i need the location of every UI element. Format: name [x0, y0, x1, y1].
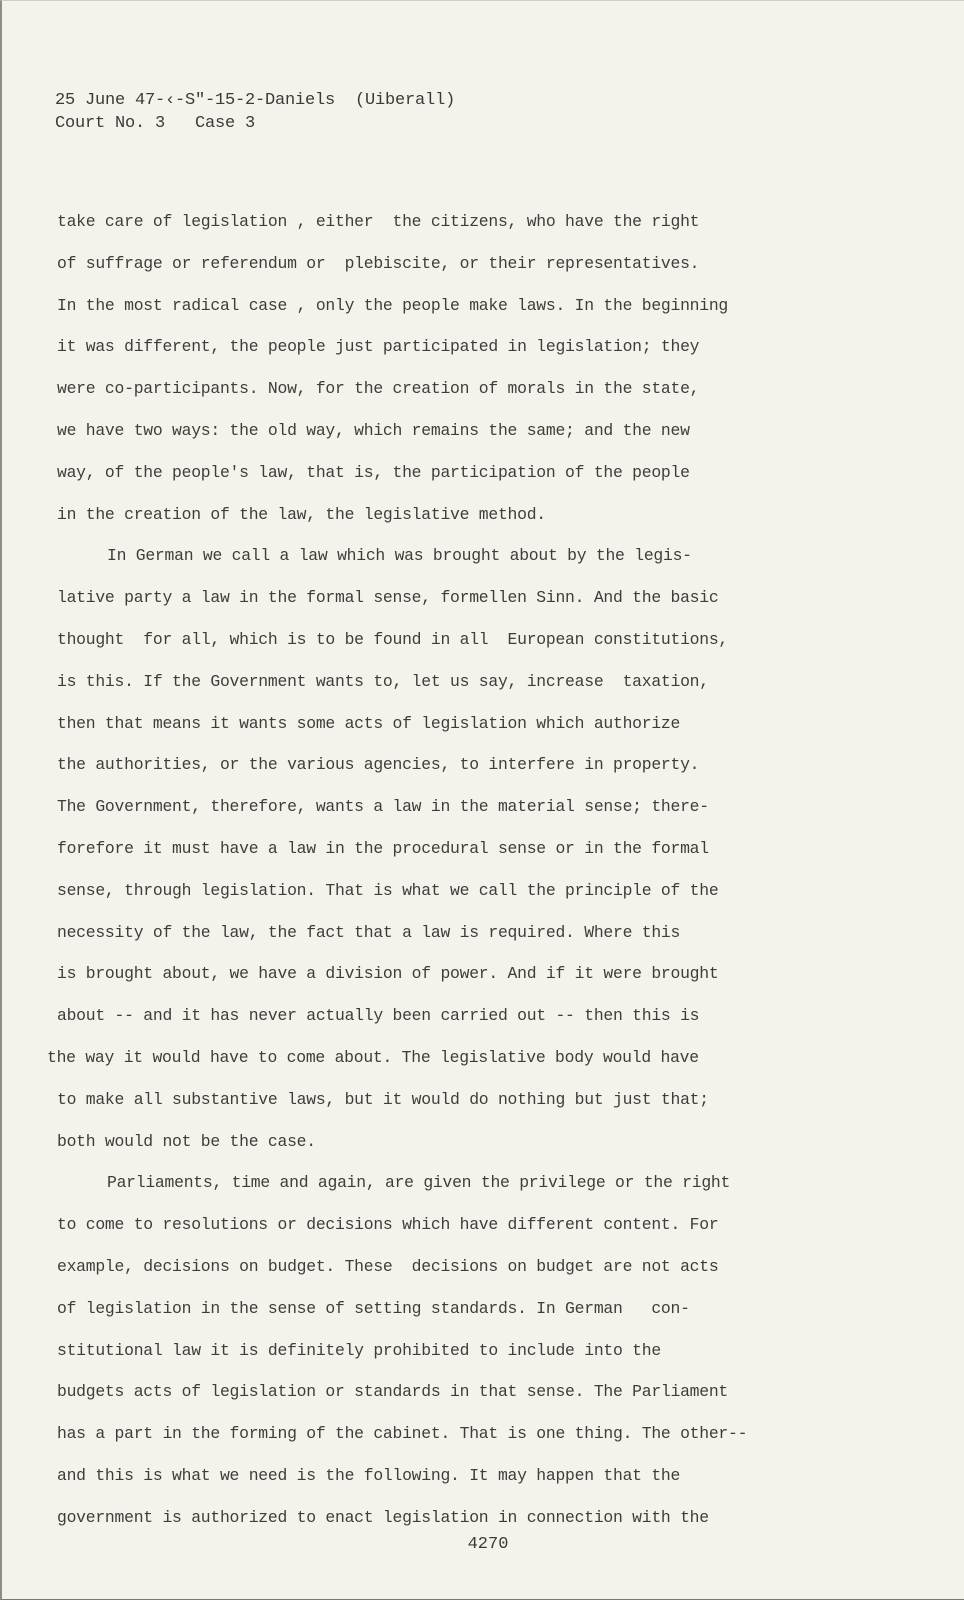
- header-court-case: Court No. 3 Case 3: [55, 114, 256, 133]
- text-line: forefore it must have a law in the procedural sense or in the formal: [57, 838, 709, 858]
- text-line: The Government, therefore, wants a law in the material sense; there-: [57, 797, 709, 817]
- document-header: [55, 89, 455, 135]
- text-line: in the creation of the law, the legislative method.: [57, 504, 546, 524]
- text-line: In the most radical case , only the people make laws. In the beginning: [57, 295, 729, 315]
- text-line: of suffrage or referendum or plebiscite, or their representatives.: [57, 253, 700, 273]
- page-number: 4270: [467, 1535, 509, 1554]
- text-line: lative party a law in the formal sense, formellen Sinn. And the basic: [57, 588, 719, 608]
- text-line: the way it would have to come about. The legislative body would have: [47, 1047, 699, 1067]
- text-line: has a part in the forming of the cabinet. That is one thing. The other--: [57, 1424, 748, 1444]
- text-line: both would not be the case.: [57, 1131, 316, 1151]
- text-line: the authorities, or the various agencies, to interfere in property.: [57, 755, 700, 775]
- text-line: necessity of the law, the fact that a law is required. Where this: [57, 922, 681, 942]
- text-line: is this. If the Government wants to, let us say, increase taxation,: [57, 671, 709, 691]
- text-line: is brought about, we have a division of power. And if it were brought: [57, 964, 719, 984]
- text-line: take care of legislation , either the citizens, who have the right: [57, 212, 700, 231]
- text-line: example, decisions on budget. These decisions on budget are not acts: [57, 1256, 719, 1276]
- text-line: we have two ways: the old way, which remains the same; and the new: [57, 420, 690, 440]
- text-line: sense, through legislation. That is what we call the principle of the: [57, 880, 719, 900]
- paragraph-start-line: Parliaments, time and again, are given the privilege or the right: [107, 1173, 731, 1193]
- text-line: it was different, the people just participated in legislation; they: [57, 337, 700, 357]
- text-line: budgets acts of legislation or standards in that sense. The Parliament: [57, 1382, 729, 1402]
- text-line: thought for all, which is to be found in all European constitutions,: [57, 629, 729, 649]
- text-line: to come to resolutions or decisions which have different content. For: [57, 1215, 719, 1235]
- header-date-reference: 25 June 47-‹-S″-15-2-Daniels (Uiberall): [55, 91, 456, 110]
- transcript-body: [47, 206, 847, 1544]
- text-line: and this is what we need is the following. It may happen that the: [57, 1465, 681, 1485]
- text-line: government is authorized to enact legislation in connection with the: [57, 1507, 709, 1527]
- text-line: were co-participants. Now, for the creation of morals in the state,: [57, 379, 700, 399]
- text-line: of legislation in the sense of setting standards. In German con-: [57, 1298, 690, 1318]
- text-line: way, of the people's law, that is, the participation of the people: [57, 462, 690, 482]
- text-line: stitutional law it is definitely prohibited to include into the: [57, 1340, 661, 1360]
- text-line: about -- and it has never actually been carried out -- then this is: [57, 1006, 700, 1026]
- text-line: then that means it wants some acts of legislation which authorize: [57, 713, 681, 733]
- paragraph-start-line: In German we call a law which was brought about by the legis-: [107, 546, 692, 566]
- text-line: to make all substantive laws, but it would do nothing but just that;: [57, 1089, 709, 1109]
